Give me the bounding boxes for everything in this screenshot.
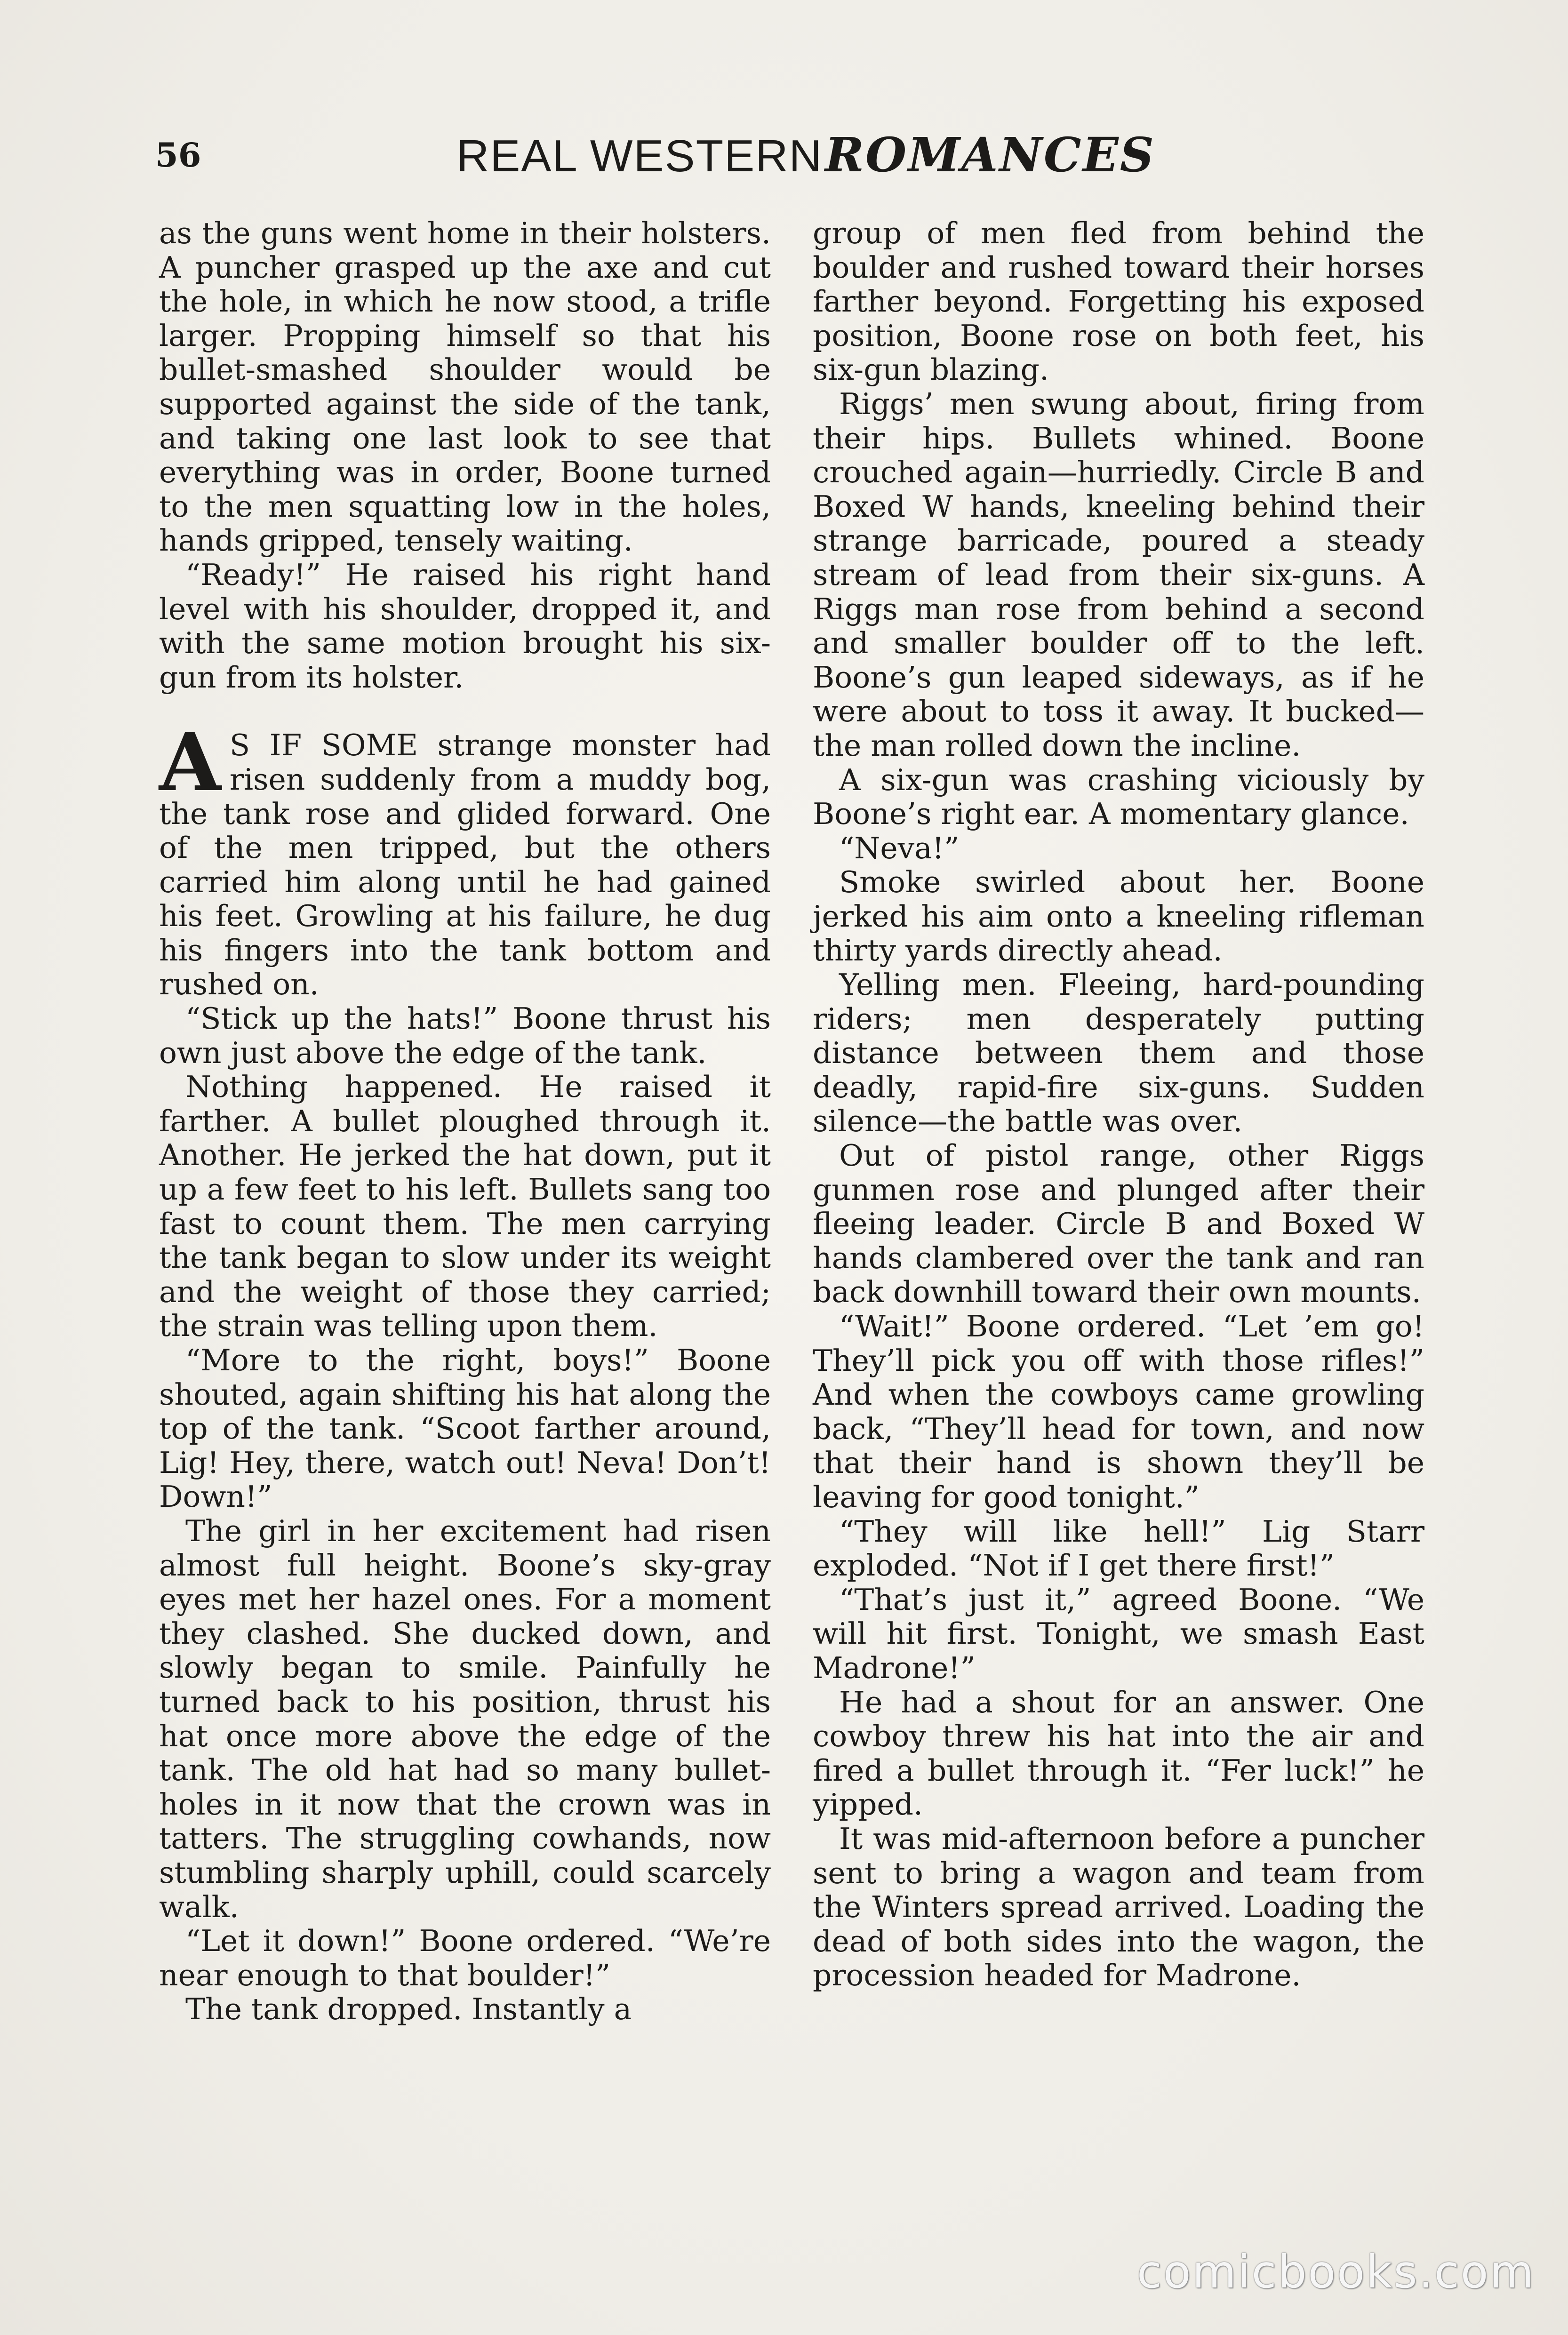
magazine-title-accent: ROMANCES	[824, 127, 1155, 183]
magazine-title-main: REAL WESTERN	[456, 131, 823, 181]
paragraph: Out of pistol range, other Riggs gunmen rose and plunged after their fleeing leader. Circle B and Boxed W hands clambered over the tank and ran back downhill toward their own mounts.	[813, 1138, 1424, 1310]
paragraph: He had a shout for an answer. One cowboy threw his hat into the air and fired a bullet through it. “Fer luck!” he yipped.	[813, 1685, 1424, 1822]
paragraph: The tank dropped. Instantly a	[185, 1992, 632, 2027]
page-number: 56	[155, 136, 201, 175]
paragraph: group of men fled from behind the boulder and rushed toward their horses farther beyond. Forgetting his exposed position, Boone rose on both feet, his six-gun blazing.	[813, 216, 1424, 387]
magazine-title	[456, 127, 1155, 183]
paragraph: as the guns went home in their holsters. A puncher grasped up the axe and cut the hole, in which he now stood, a trifle larger. Propping himself so that his bullet-smashed shoulder would be supported against the side of the tank, and taking one last look to see that everything was in order, Boone turned to the men squatting low in the holes, hands gripped, tensely waiting.	[159, 216, 771, 558]
paragraph: Yelling men. Fleeing, hard-pounding riders; men desperately putting distance between them and those deadly, rapid-fire six-guns. Sudden silence—the battle was over.	[813, 968, 1424, 1139]
paragraph: “Stick up the hats!” Boone thrust his own just above the edge of the tank.	[159, 1001, 771, 1070]
paragraph: “Neva!”	[839, 831, 960, 865]
site-watermark: comicbooks.com	[1136, 2246, 1535, 2298]
paragraph: A six-gun was crashing viciously by Boone’s right ear. A momentary glance.	[813, 762, 1424, 832]
paragraph: “Let it down!” Boone ordered. “We’re near enough to that boulder!”	[159, 1924, 771, 1992]
right-text-column	[813, 216, 1424, 1993]
paragraph: “That’s just it,” agreed Boone. “We will hit first. Tonight, we smash East Madrone!”	[813, 1582, 1424, 1685]
section-opening-paragraph	[159, 715, 771, 1002]
paragraph: Smoke swirled about her. Boone jerked his aim onto a kneeling rifleman thirty yards directly ahead.	[813, 865, 1424, 968]
paragraph: “More to the right, boys!” Boone shouted, again shifting his hat along the top of the tank. “Scoot farther around, Lig! Hey, there, watch out! Neva! Don’t! Down!”	[159, 1343, 771, 1514]
paragraph: “Ready!” He raised his right hand level with his shoulder, dropped it, and with the same motion brought his six-gun from its holster.	[159, 557, 771, 695]
left-text-column	[159, 216, 771, 2027]
page-header	[155, 127, 1426, 193]
paragraph: It was mid-afternoon before a puncher sent to bring a wagon and team from the Winters spread arrived. Loading the dead of both sides into the wagon, the procession headed for Madrone.	[813, 1821, 1424, 1993]
drop-cap: A	[159, 715, 221, 810]
section-opening-text: S IF SOME strange monster had risen suddenly from a muddy bog, the tank rose and glided forward. One of the men tripped, but the others carried him along until he had gained his feet. Growling at his failure, he dug his fingers into the tank bottom and rushed on.	[159, 728, 771, 1002]
paragraph: “Wait!” Boone ordered. “Let ’em go! They’ll pick you off with those rifles!” And when the cowboys came growling back, “They’ll head for town, and now that their hand is shown they’ll be leaving for good tonight.”	[813, 1309, 1424, 1514]
paragraph: “They will like hell!” Lig Starr exploded. “Not if I get there first!”	[813, 1514, 1424, 1583]
paragraph: The girl in her excitement had risen almost full height. Boone’s sky-gray eyes met her hazel ones. For a moment they clashed. She ducked down, and slowly began to smile. Painfully he turned back to his position, thrust his hat once more above the edge of the tank. The old hat had so many bullet-holes in it now that the crown was in tatters. The struggling cowhands, now stumbling sharply uphill, could scarcely walk.	[159, 1513, 771, 1924]
paragraph: Riggs’ men swung about, firing from their hips. Bullets whined. Boone crouched again—hurriedly. Circle B and Boxed W hands, kneeling behind their strange barricade, poured a steady stream of lead from their six-guns. A Riggs man rose from behind a second and smaller boulder off to the left. Boone’s gun leaped sideways, as if he were about to toss it away. It bucked—the man rolled down the incline.	[813, 386, 1424, 763]
paragraph: Nothing happened. He raised it farther. A bullet ploughed through it. Another. He jerked the hat down, put it up a few feet to his left. Bullets sang too fast to count them. The men carrying the tank began to slow under its weight and the weight of those they carried; the strain was telling upon them.	[159, 1070, 771, 1343]
